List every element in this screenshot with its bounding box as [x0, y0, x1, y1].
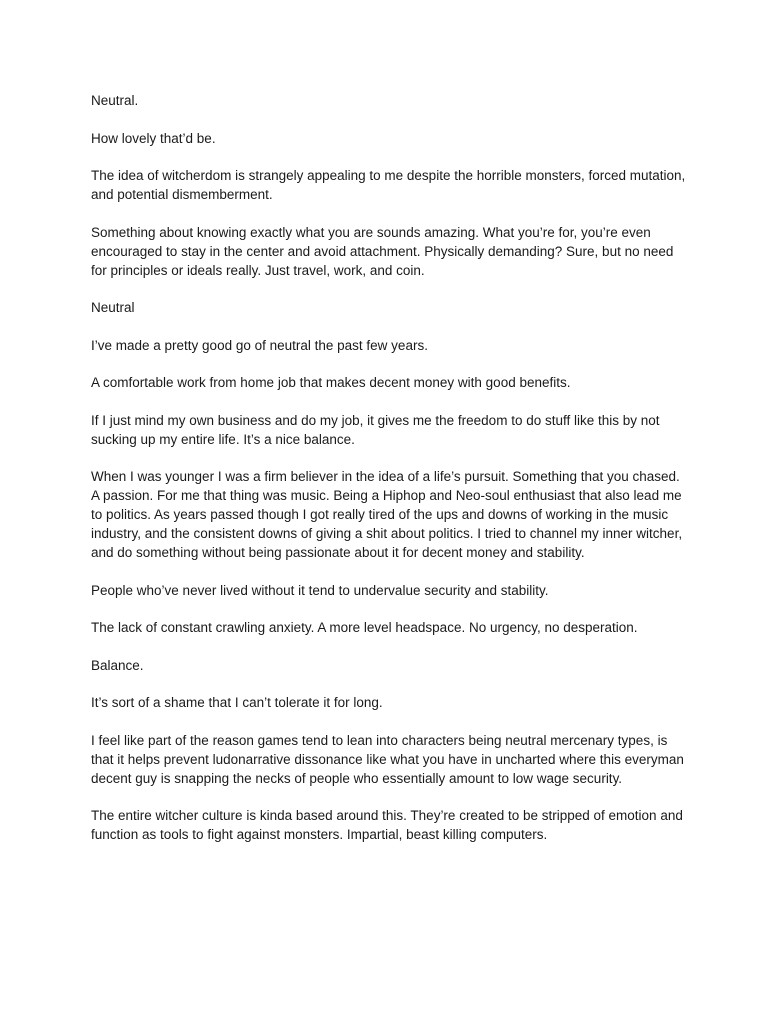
paragraph-3: The idea of witcherdom is strangely appealing to me despite the horrible monsters, forced mutation, and potential dismemberment. — [91, 168, 686, 202]
paragraph-2: How lovely that’d be. — [91, 130, 216, 146]
paragraph-1: Neutral. — [91, 93, 139, 108]
paragraph-8: If I just mind my own business and do my job, it gives me the freedom to do stuff like this by not sucking up my entire life. It’s a nice balance. — [91, 412, 660, 447]
paragraph-12: Balance. — [91, 657, 144, 673]
document-body — [91, 91, 691, 863]
paragraph-6: I’ve made a pretty good go of neutral the past few years. — [91, 337, 428, 353]
paragraph-9: When I was younger I was a firm believer in the idea of a life’s pursuit. Something that you chased. A passion. For me that thing was music. Being a Hiphop and Neo-soul enthusiast that also lead me to politics. As years passed though I got really tired of the ups and downs of working in the music industry, and the consistent downs of giving a shit about politics. I tried to channel my inner witcher, and do something without being passionate about it for decent money and stability. — [91, 469, 683, 560]
paragraph-13: It’s sort of a shame that I can’t tolerate it for long. — [91, 695, 383, 710]
paragraph-10: People who’ve never lived without it tend to undervalue security and stability. — [91, 582, 549, 598]
paragraph-5: Neutral — [91, 300, 135, 315]
paragraph-4: Something about knowing exactly what you are sounds amazing. What you’re for, you’re even encouraged to stay in the center and avoid attachment. Physically demanding? Sure, but no need for principles or ideals really. Just travel, work, and coin. — [91, 224, 674, 278]
paragraph-15: The entire witcher culture is kinda based around this. They’re created to be stripped of emotion and function as tools to fight against monsters. Impartial, beast killing computers. — [91, 808, 683, 842]
paragraph-7: A comfortable work from home job that makes decent money with good benefits. — [91, 375, 571, 390]
paragraph-14: I feel like part of the reason games tend to lean into characters being neutral mercenary types, is that it helps prevent ludonarrative dissonance like what you have in uncharted where this everyman decent guy is snapping the necks of people who essentially amount to low wage security. — [91, 732, 684, 786]
paragraph-11: The lack of constant crawling anxiety. A more level headspace. No urgency, no desperation. — [91, 620, 638, 635]
